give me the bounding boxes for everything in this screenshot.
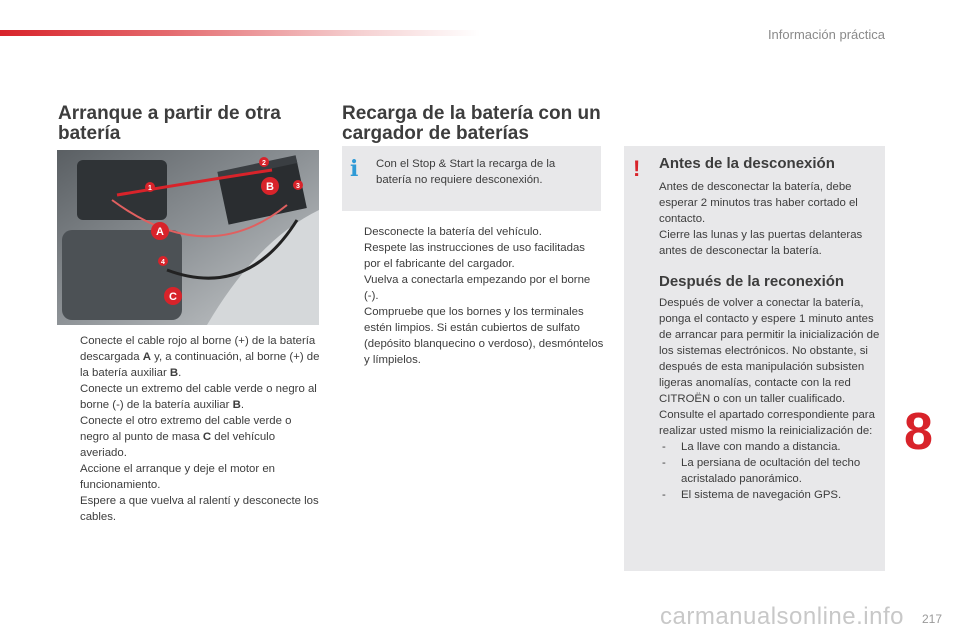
- list-item: Espere a que vuelva al ralentí y desconecte los cables.: [80, 495, 319, 523]
- list-item: Conecte el cable rojo al borne (+) de la batería descargada A y, a continuación, al borne (+) de la batería auxiliar B.: [80, 335, 320, 379]
- photo-label-1: 1: [148, 185, 152, 192]
- page-number: 217: [921, 612, 942, 626]
- charger-steps: [342, 224, 604, 368]
- chapter-number: 8: [904, 403, 933, 461]
- after-reconnect-title: Después de la reconexión: [659, 273, 845, 290]
- list-item: - El sistema de navegación GPS.: [662, 489, 842, 501]
- photo-label-c: C: [169, 291, 177, 303]
- list-item: Vuelva a conectarla empezando por el borne (-).: [364, 274, 591, 302]
- section-color-bar: [0, 30, 480, 36]
- list-item: - La llave con mando a distancia.: [662, 441, 841, 453]
- after-reconnect-text: Después de volver a conectar la batería, ponga el contacto y espere 1 minuto antes de arrancar para permitir la inicialización de los sistemas electrónicos. No obstante, si después de esta manipulación subsisten ligeras anomalías, contacte con la red CITROËN o con un taller cualificado. Consulte el apartado correspondiente para realizar usted mismo la reinicialización de:: [659, 297, 880, 437]
- warning-box: [624, 146, 885, 571]
- list-item: Respete las instrucciones de uso facilitadas por el fabricante del cargador.: [364, 242, 585, 270]
- before-disconnect-title: Antes de la desconexión: [659, 155, 835, 172]
- photo-label-b: B: [266, 181, 274, 193]
- engine-bay-photo: [57, 150, 319, 325]
- reinit-list: [659, 439, 881, 503]
- info-note-text: Con el Stop & Start la recarga de la batería no requiere desconexión.: [376, 158, 556, 186]
- photo-label-a: A: [156, 226, 164, 238]
- dash-marker: -: [662, 489, 666, 501]
- dash-marker: -: [662, 457, 666, 469]
- info-icon: i: [350, 156, 359, 182]
- photo-label-3: 3: [296, 183, 300, 190]
- list-item: - La persiana de ocultación del techo acristalado panorámico.: [662, 457, 861, 485]
- warning-exclamation-icon: !: [633, 156, 641, 181]
- list-item: Conecte un extremo del cable verde o negro al borne (-) de la batería auxiliar B.: [80, 383, 317, 411]
- photo-label-2: 2: [262, 160, 266, 167]
- info-note-box: [342, 146, 601, 211]
- list-item: Conecte el otro extremo del cable verde o negro al punto de masa C del vehículo averiado.: [80, 415, 292, 459]
- watermark: carmanualsonline.info: [660, 603, 904, 630]
- photo-label-4: 4: [161, 259, 165, 266]
- list-item: Compruebe que los bornes y los terminales estén limpios. Si están cubiertos de sulfato (depósito blanquecino o verdoso), desmóntelos y límpielos.: [364, 306, 604, 366]
- before-disconnect-text: Antes de desconectar la batería, debe esperar 2 minutos tras haber cortado el contacto. Cierre las lunas y las puertas delanteras antes de desconectar la batería.: [659, 181, 863, 257]
- after-reconnect-block: [659, 295, 881, 503]
- jump-start-steps: [58, 333, 320, 525]
- list-item: Accione el arranque y deje el motor en funcionamiento.: [80, 463, 276, 491]
- section-header: Información práctica: [767, 27, 885, 42]
- dash-marker: -: [662, 441, 666, 453]
- charger-title: Recarga de la batería con un cargador de baterías: [342, 103, 601, 144]
- jump-start-title: Arranque a partir de otra batería: [58, 103, 281, 144]
- list-item: Desconecte la batería del vehículo.: [364, 226, 542, 238]
